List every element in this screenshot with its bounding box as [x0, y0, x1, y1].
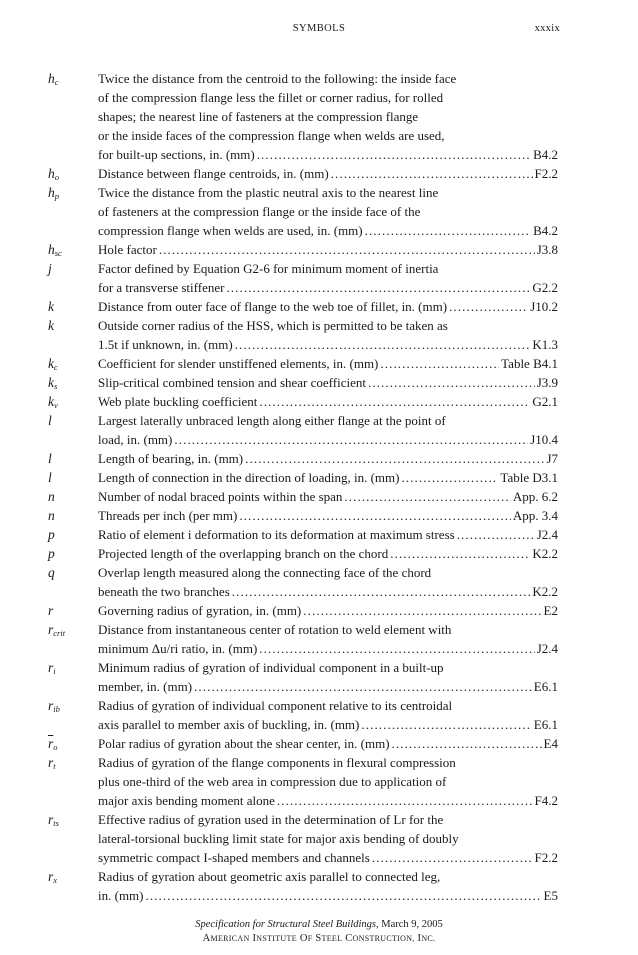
symbol-entry [48, 525, 558, 544]
symbol-entry [48, 164, 558, 183]
page-header [0, 23, 638, 39]
definition-text: for a transverse stiffener [98, 280, 225, 295]
definition-text: Hole factor [98, 242, 157, 257]
definition-line [98, 525, 558, 544]
definition-line [98, 772, 558, 791]
symbol-entry [48, 810, 558, 867]
section-reference: J3.8 [536, 242, 558, 257]
definition-text: Radius of gyration about geometric axis parallel to connected leg, [98, 869, 441, 884]
symbol-entry [48, 620, 558, 658]
symbol [48, 240, 94, 259]
definition-text: Radius of gyration of individual component relative to its centroidal [98, 698, 453, 713]
symbol-entry [48, 411, 558, 449]
definition-text: Twice the distance from the plastic neutral axis to the nearest line [98, 185, 439, 200]
dot-leader [401, 468, 498, 487]
symbol [48, 487, 94, 506]
definition-text: shapes; the nearest line of fasteners at the compression flange [98, 109, 419, 124]
symbol [48, 373, 94, 392]
section-reference: App. 6.2 [512, 489, 558, 504]
definition-text: Largest laterally unbraced length along either flange at the point of [98, 413, 446, 428]
symbol-entry [48, 449, 558, 468]
definition-text: symmetric compact I-shaped members and channels [98, 850, 370, 865]
symbol-subscript: v [54, 400, 58, 410]
footer-date: March 9, 2005 [381, 919, 443, 930]
dot-leader [194, 677, 532, 696]
symbol-subscript: o [54, 172, 59, 182]
dot-leader [174, 430, 528, 449]
definition-line [98, 639, 558, 658]
definition-text: axis parallel to member axis of buckling, in. (mm) [98, 717, 360, 732]
dot-leader [449, 297, 528, 316]
dot-leader [226, 278, 530, 297]
definition-text: Governing radius of gyration, in. (mm) [98, 603, 302, 618]
definition-line [98, 69, 558, 88]
symbol-base: l [48, 413, 52, 428]
dot-leader [259, 392, 530, 411]
definition-line [98, 620, 558, 639]
symbol-subscript: ib [53, 704, 60, 714]
definition-line [98, 354, 558, 373]
symbol-entry [48, 392, 558, 411]
section-reference: J2.4 [536, 527, 558, 542]
symbol-base: h [48, 242, 55, 257]
symbol-list [48, 69, 558, 905]
definition-text: Length of connection in the direction of loading, in. (mm) [98, 470, 400, 485]
symbol-base: p [48, 527, 55, 542]
section-reference: J10.2 [530, 299, 558, 314]
symbol-entry [48, 297, 558, 316]
symbol [48, 449, 94, 468]
definition-text: Web plate buckling coefficient [98, 394, 258, 409]
symbol-entry [48, 544, 558, 563]
definition-line [98, 430, 558, 449]
symbol-base: r [48, 603, 54, 618]
symbol-base: r [48, 755, 54, 770]
definition-text: Threads per inch (per mm) [98, 508, 238, 523]
symbol-subscript: c [54, 77, 59, 87]
definition-text: member, in. (mm) [98, 679, 193, 694]
dot-leader [380, 354, 499, 373]
section-reference: E6.1 [533, 717, 558, 732]
definition-line [98, 183, 558, 202]
symbol [48, 734, 94, 753]
dot-leader [277, 791, 533, 810]
section-reference: E5 [543, 888, 558, 903]
section-reference: J2.4 [536, 641, 558, 656]
symbol-base: k [48, 394, 54, 409]
dot-leader [344, 487, 510, 506]
section-reference: F2.2 [534, 850, 558, 865]
symbol-entry [48, 354, 558, 373]
dot-leader [331, 164, 533, 183]
symbol [48, 316, 94, 335]
dot-leader [232, 582, 531, 601]
definition-line [98, 810, 558, 829]
footer-spec-line [0, 918, 638, 932]
definition-line [98, 791, 558, 810]
symbol-base: k [48, 356, 54, 371]
symbol [48, 544, 94, 563]
symbol-entry [48, 867, 558, 905]
definition-text: Polar radius of gyration about the shear center, in. (mm) [98, 736, 390, 751]
symbol-entry [48, 69, 558, 164]
symbol [48, 563, 94, 582]
dot-leader [457, 525, 535, 544]
definition-line [98, 677, 558, 696]
dot-leader [146, 886, 542, 905]
definition-text: minimum Δu/ri ratio, in. (mm) [98, 641, 258, 656]
symbol [48, 183, 94, 202]
dot-leader [365, 221, 531, 240]
symbol [48, 525, 94, 544]
symbol-entry [48, 601, 558, 620]
symbol-base: h [48, 185, 55, 200]
page-footer [0, 918, 638, 946]
symbol-entry [48, 373, 558, 392]
definition-line [98, 392, 558, 411]
symbol-entry [48, 696, 558, 734]
definition-line [98, 202, 558, 221]
section-reference: E2 [543, 603, 558, 618]
definition-text: in. (mm) [98, 888, 144, 903]
footer-spec-title: Specification for Structural Steel Buildings, [195, 919, 379, 930]
dot-leader [159, 240, 535, 259]
definition-line [98, 544, 558, 563]
symbol-subscript: x [53, 875, 58, 885]
definition-text: Distance between flange centroids, in. (mm) [98, 166, 329, 181]
definition-text: 1.5t if unknown, in. (mm) [98, 337, 233, 352]
symbol-base: r [48, 812, 54, 827]
definition-line [98, 126, 558, 145]
symbol-base: r [48, 698, 54, 713]
symbol-entry [48, 316, 558, 354]
definition-text: Overlap length measured along the connecting face of the chord [98, 565, 432, 580]
definition-text: of the compression flange less the fillet or corner radius, for rolled [98, 90, 444, 105]
definition-line [98, 88, 558, 107]
dot-leader [245, 449, 544, 468]
symbol-base: k [48, 318, 54, 333]
definition-line [98, 164, 558, 183]
symbol [48, 354, 94, 373]
definition-text: plus one-third of the web area in compression due to application of [98, 774, 447, 789]
symbol-subscript: p [54, 191, 59, 201]
definition-text: Effective radius of gyration used in the determination of Lr for the [98, 812, 444, 827]
definition-line [98, 753, 558, 772]
section-reference: G2.2 [532, 280, 558, 295]
definition-line [98, 411, 558, 430]
definition-text: of fasteners at the compression flange or the inside face of the [98, 204, 421, 219]
definition-line [98, 297, 558, 316]
definition-text: Length of bearing, in. (mm) [98, 451, 244, 466]
symbol [48, 658, 94, 677]
symbol-entry [48, 563, 558, 601]
symbol-base: r [48, 660, 54, 675]
dot-leader [372, 848, 533, 867]
symbol [48, 810, 94, 829]
symbol-subscript: t [53, 761, 56, 771]
definition-line [98, 696, 558, 715]
symbol-entry [48, 658, 558, 696]
dot-leader [239, 506, 511, 525]
definition-line [98, 145, 558, 164]
definition-text: Distance from instantaneous center of rotation to weld element with [98, 622, 452, 637]
section-reference: J7 [546, 451, 558, 466]
definition-text: Factor defined by Equation G2-6 for minimum moment of inertia [98, 261, 439, 276]
symbol-base: r [48, 869, 54, 884]
section-reference: K2.2 [532, 584, 558, 599]
definition-text: major axis bending moment alone [98, 793, 275, 808]
symbol-base: l [48, 470, 52, 485]
symbol-base: j [48, 261, 52, 276]
section-reference: K1.3 [532, 337, 558, 352]
symbol-entry [48, 259, 558, 297]
definition-line [98, 734, 558, 753]
symbol [48, 696, 94, 715]
symbol [48, 69, 94, 88]
definition-text: Minimum radius of gyration of individual component in a built-up [98, 660, 444, 675]
definition-line [98, 107, 558, 126]
definition-line [98, 886, 558, 905]
definition-text: load, in. (mm) [98, 432, 173, 447]
symbol-entry [48, 506, 558, 525]
definition-text: Projected length of the overlapping branch on the chord [98, 546, 389, 561]
section-reference: F2.2 [534, 166, 558, 181]
symbol [48, 506, 94, 525]
symbol [48, 620, 94, 639]
definition-line [98, 373, 558, 392]
symbol [48, 259, 94, 278]
definition-text: Coefficient for slender unstiffened elements, in. (mm) [98, 356, 379, 371]
section-reference: App. 3.4 [512, 508, 558, 523]
dot-leader [303, 601, 541, 620]
definition-line [98, 715, 558, 734]
symbol-subscript: crit [53, 628, 66, 638]
symbol [48, 164, 94, 183]
dot-leader [361, 715, 531, 734]
section-reference: K2.2 [532, 546, 558, 561]
definition-line [98, 316, 558, 335]
symbol-base: h [48, 166, 55, 181]
dot-leader [368, 373, 535, 392]
definition-text: compression flange when welds are used, in. (mm) [98, 223, 363, 238]
symbol [48, 601, 94, 620]
definition-text: beneath the two branches [98, 584, 230, 599]
symbol-base: $\overline{r}$ [48, 736, 54, 751]
definition-text: or the inside faces of the compression flange when welds are used, [98, 128, 445, 143]
symbol-entry [48, 183, 558, 240]
section-reference: G2.1 [532, 394, 558, 409]
section-reference: J10.4 [530, 432, 558, 447]
symbol-base: p [48, 546, 55, 561]
definition-line [98, 487, 558, 506]
dot-leader [257, 145, 531, 164]
section-reference: B4.2 [533, 147, 558, 162]
definition-line [98, 867, 558, 886]
symbol-subscript: c [54, 362, 58, 372]
symbol-entry [48, 240, 558, 259]
symbol-subscript: o [53, 742, 58, 752]
definition-line [98, 468, 558, 487]
symbol [48, 392, 94, 411]
definition-line [98, 259, 558, 278]
symbol-base: h [48, 71, 55, 86]
definition-line [98, 563, 558, 582]
symbol [48, 468, 94, 487]
definition-line [98, 829, 558, 848]
symbol-base: n [48, 489, 55, 504]
definition-text: Ratio of element i deformation to its deformation at maximum stress [98, 527, 455, 542]
definition-text: Twice the distance from the centroid to the following: the inside face [98, 71, 457, 86]
footer-org: AMERICAN INSTITUTE OF STEEL CONSTRUCTION, INC. [202, 933, 436, 944]
definition-line [98, 601, 558, 620]
dot-leader [392, 734, 542, 753]
symbol-subscript: sc [54, 248, 62, 258]
symbol-entry [48, 487, 558, 506]
symbol [48, 753, 94, 772]
section-reference: F4.2 [534, 793, 558, 808]
dot-leader [235, 335, 531, 354]
symbol-subscript: ts [53, 818, 59, 828]
symbol-entry [48, 753, 558, 810]
section-reference: B4.2 [533, 223, 558, 238]
page-title: SYMBOLS [292, 23, 346, 34]
symbol-base: r [48, 622, 54, 637]
definition-text: for built-up sections, in. (mm) [98, 147, 255, 162]
page-number: xxxix [534, 23, 560, 34]
section-reference: Table B4.1 [501, 356, 558, 371]
symbol-base: k [48, 375, 54, 390]
dot-leader [390, 544, 530, 563]
symbol-entry [48, 734, 558, 753]
definition-text: Slip-critical combined tension and shear coefficient [98, 375, 366, 390]
definition-line [98, 658, 558, 677]
section-reference: E6.1 [533, 679, 558, 694]
symbol-base: q [48, 565, 55, 580]
symbol-subscript: s [54, 381, 58, 391]
section-reference: E4 [543, 736, 558, 751]
definition-line [98, 278, 558, 297]
definition-line [98, 848, 558, 867]
definition-line [98, 582, 558, 601]
definition-line [98, 221, 558, 240]
section-reference: J3.9 [536, 375, 558, 390]
symbol-base: l [48, 451, 52, 466]
definition-text: Radius of gyration of the flange components in flexural compression [98, 755, 456, 770]
definition-text: lateral-torsional buckling limit state for major axis bending of doubly [98, 831, 459, 846]
section-reference: Table D3.1 [500, 470, 558, 485]
dot-leader [259, 639, 534, 658]
symbol-subscript: i [53, 666, 56, 676]
symbol [48, 867, 94, 886]
definition-text: Distance from outer face of flange to the web toe of fillet, in. (mm) [98, 299, 448, 314]
definition-line [98, 506, 558, 525]
symbol-base: n [48, 508, 55, 523]
definition-line [98, 240, 558, 259]
definition-text: Outside corner radius of the HSS, which is permitted to be taken as [98, 318, 448, 333]
definition-text: Number of nodal braced points within the span [98, 489, 343, 504]
definition-line [98, 335, 558, 354]
definition-line [98, 449, 558, 468]
symbol-base: k [48, 299, 54, 314]
symbol-entry [48, 468, 558, 487]
symbol [48, 411, 94, 430]
symbol [48, 297, 94, 316]
